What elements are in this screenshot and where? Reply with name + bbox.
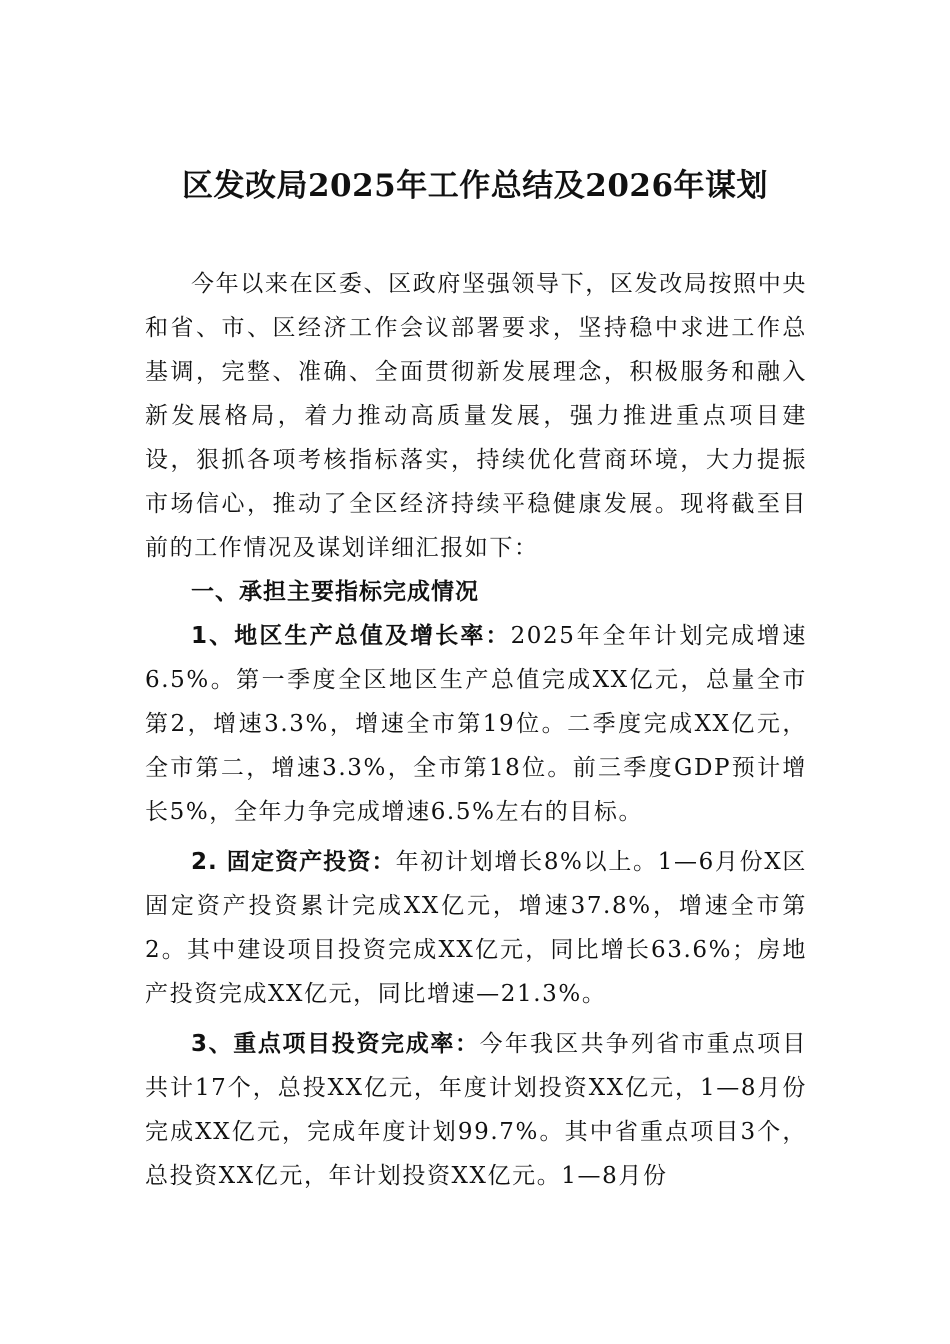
item-paragraph-gdp (145, 614, 807, 834)
item-text: 2025年全年计划完成增速6.5%。第一季度全区地区生产总值完成XX亿元，总量全市第2，增速3.3%，增速全市第19位。二季度完成XX亿元，全市第二，增速3.3%，全市第18位。前三季度GDP预计增长5%，全年力争完成增速6.5%左右的目标。 (145, 623, 807, 825)
item-lead: 3、重点项目投资完成率： (191, 1031, 480, 1057)
item-lead: 2. 固定资产投资： (191, 849, 396, 875)
document-body (145, 262, 807, 1198)
document-title: 区发改局2025年工作总结及2026年谋划 (181, 168, 769, 204)
item-paragraph-key-projects (145, 1022, 807, 1198)
section-heading: 一、承担主要指标完成情况 (191, 579, 479, 605)
item-paragraph-investment (145, 840, 807, 1016)
item-text: 今年我区共争列省市重点项目共计17个，总投XX亿元，年度计划投资XX亿元，1—8月份完成XX亿元，完成年度计划99.7%。其中省重点项目3个，总投资XX亿元，年计划投资XX亿元。1—8月份 (145, 1031, 807, 1189)
item-text: 年初计划增长8%以上。1—6月份X区固定资产投资累计完成XX亿元，增速37.8%，增速全市第2。其中建设项目投资完成XX亿元，同比增长63.6%；房地产投资完成XX亿元，同比增速—21.3%。 (145, 849, 807, 1007)
intro-paragraph: 今年以来在区委、区政府坚强领导下，区发改局按照中央和省、市、区经济工作会议部署要求，坚持稳中求进工作总基调，完整、准确、全面贯彻新发展理念，积极服务和融入新发展格局，着力推动高质量发展，强力推进重点项目建设，狠抓各项考核指标落实，持续优化营商环境，大力提振市场信心，推动了全区经济持续平稳健康发展。现将截至目前的工作情况及谋划详细汇报如下： (145, 271, 807, 561)
item-lead: 1、地区生产总值及增长率： (191, 623, 511, 649)
